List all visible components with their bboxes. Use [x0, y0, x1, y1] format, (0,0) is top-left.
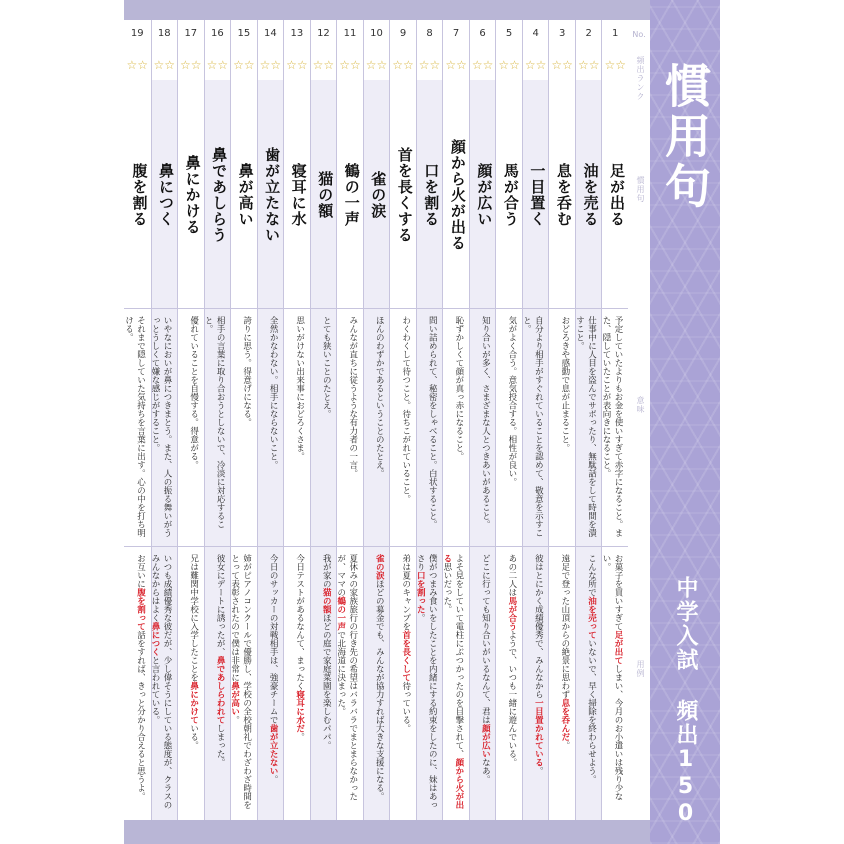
rank-stars-icon: ☆☆	[126, 58, 149, 72]
example-text	[415, 554, 439, 816]
example-post: ようで、いつも一緒に遊んでいる。	[506, 630, 517, 767]
row-number: 11	[343, 28, 357, 39]
idiom-column	[177, 20, 204, 820]
example-highlight: 馬が合う	[506, 596, 517, 631]
idiom-text: 油を売る	[581, 163, 600, 227]
rank-stars-icon: ☆☆	[312, 58, 335, 72]
meaning-text: 誇りに思う。得意げになる。	[241, 316, 252, 427]
example-text	[126, 554, 147, 816]
example-pre: 兄は難関中学校に入学したことを	[188, 554, 199, 682]
idiom-text: 腹を割る	[130, 163, 149, 227]
row-number: 9	[399, 28, 407, 39]
meaning-text: わくわくして待つこと。待ちこがれていること。	[400, 316, 411, 503]
idiom-column	[151, 20, 178, 820]
divider	[470, 308, 496, 309]
idiom-text: 口を割る	[422, 163, 441, 227]
example-post: 待っている。	[400, 681, 411, 733]
rank-stars-icon: ☆☆	[498, 58, 520, 72]
divider	[523, 308, 549, 309]
example-post: いないで、早く掃除を終わらせよう。	[586, 639, 597, 784]
example-pre: 遠足で登った山頂からの絶景に思わず	[559, 554, 570, 699]
divider	[205, 546, 231, 547]
divider	[178, 546, 204, 547]
idiom-table	[124, 20, 628, 820]
row-number: 18	[157, 28, 171, 39]
row-number: 16	[210, 28, 224, 39]
example-post: 話をすれば、きっと分かり合えると思うよ。	[135, 630, 146, 801]
example-pre: お菓子を買いすぎて	[612, 554, 623, 631]
example-pre: 我が家の	[321, 554, 332, 588]
example-text	[207, 554, 227, 816]
idiom-text: 鼻にかける	[183, 155, 202, 235]
divider	[576, 546, 602, 547]
idiom-text: 首を長くする	[395, 147, 414, 243]
bottom-bar	[124, 820, 650, 844]
rank-stars-icon: ☆☆	[286, 58, 308, 72]
idiom-text: 顔が広い	[475, 163, 494, 227]
meaning-text: 自分より相手がすぐれていることを認めて、敬意を示すこと。	[521, 316, 544, 537]
divider	[258, 546, 284, 547]
example-highlight: 鼻が高い	[229, 681, 240, 716]
idiom-text: 足が出る	[607, 163, 626, 227]
example-highlight: 鶴の一声	[335, 596, 346, 631]
meaning-text: おどろきや感動で息が止まること。	[559, 316, 570, 452]
meaning-text: みんなが直ちに従うような有力者の一言。	[347, 316, 358, 478]
example-text	[335, 554, 359, 816]
example-highlight: 足が出て	[612, 630, 623, 665]
label-example: 用例	[636, 660, 645, 678]
divider	[337, 308, 363, 309]
example-text	[313, 554, 333, 816]
meaning-text: 問い詰められて、秘密をしゃべること。白状すること。	[427, 316, 438, 529]
rank-stars-icon: ☆☆	[471, 58, 494, 72]
idiom-text: 鼻が高い	[236, 163, 255, 227]
divider	[390, 546, 416, 547]
rank-stars-icon: ☆☆	[604, 58, 626, 72]
meaning-text: 優れていることを自慢する。得意がる。	[188, 316, 199, 469]
example-text	[392, 554, 412, 816]
example-highlight: 一目置かれている	[533, 698, 544, 767]
example-highlight: 歯が立たない	[268, 724, 279, 775]
meaning-text: 知り合いが多く、さまざまな人とつきあいがあること。	[480, 316, 491, 529]
divider	[443, 308, 469, 309]
example-highlight: 油を売って	[586, 596, 597, 639]
idiom-column	[389, 20, 416, 820]
divider	[602, 308, 628, 309]
example-post: 。	[559, 741, 570, 750]
meaning-text: いやなにおいが鼻につきまとう。また、人の振る舞いがうっとうしくて嫌な感じがすること。	[150, 316, 173, 537]
idiom-column	[469, 20, 496, 820]
example-post: しまい、今月のお小遣いは残り少ない。	[600, 554, 623, 801]
idiom-column	[230, 20, 257, 820]
divider	[364, 308, 390, 309]
example-text	[260, 554, 280, 816]
idiom-column	[363, 20, 390, 820]
example-pre: 彼はとにかく成績優秀で、みんなから	[533, 554, 544, 699]
meaning-text: 気がよく合う。意気投合する。相性が良い。	[506, 316, 517, 486]
divider	[152, 546, 178, 547]
example-text	[441, 554, 465, 816]
example-highlight: 鼻につく	[150, 622, 161, 656]
rank-stars-icon: ☆☆	[418, 58, 441, 72]
example-text	[366, 554, 386, 816]
idiom-column	[283, 20, 310, 820]
idiom-text: 息を呑む	[554, 163, 573, 227]
idiom-column	[601, 20, 628, 820]
divider	[205, 308, 231, 309]
example-highlight: 寝耳に水だ	[294, 690, 305, 733]
row-number: 13	[290, 28, 304, 39]
divider	[523, 546, 549, 547]
divider	[124, 546, 151, 547]
example-pre: 今日のサッカーの対戦相手は、強豪チームで	[268, 554, 279, 724]
idiom-text: 歯が立たない	[263, 147, 282, 243]
example-highlight: 息を呑んだ	[559, 698, 570, 741]
idiom-text: 顔から火が出る	[448, 139, 467, 251]
example-text	[286, 554, 306, 816]
example-highlight: 首を長くして	[400, 630, 411, 682]
top-bar	[124, 0, 650, 20]
example-highlight: 顔から火が出る	[441, 554, 464, 809]
rank-stars-icon: ☆☆	[259, 58, 282, 72]
row-number: 12	[317, 28, 330, 39]
row-number: 5	[505, 28, 513, 39]
example-pre: こんな所で	[586, 554, 597, 597]
row-number: 3	[558, 28, 566, 39]
divider	[576, 308, 602, 309]
row-number: 17	[184, 28, 198, 39]
example-post: 。	[294, 732, 305, 741]
page-subtitle: 中学入試 頻出150	[673, 576, 698, 828]
left-margin	[0, 0, 124, 844]
example-highlight: 鼻であしらわれて	[215, 656, 226, 724]
rank-stars-icon: ☆☆	[392, 58, 414, 72]
rank-stars-icon: ☆☆	[577, 58, 600, 72]
divider	[311, 546, 337, 547]
idiom-column	[310, 20, 337, 820]
example-highlight: 猫の額	[321, 588, 332, 614]
divider	[496, 546, 522, 547]
meaning-text: ほんのわずかであるということのたとえ。	[374, 316, 385, 478]
idiom-column	[548, 20, 575, 820]
meaning-text: 相手の言葉に取り合おうとしないで、冷淡に対応すること。	[203, 316, 226, 529]
example-text	[150, 554, 174, 816]
label-idiom: 慣用句	[636, 176, 645, 203]
row-number: 2	[585, 28, 592, 39]
example-post: ほどの庭で家庭菜園を楽しむパパ。	[321, 613, 332, 750]
idiom-text: 寝耳に水	[289, 163, 308, 227]
divider	[124, 308, 151, 309]
idiom-text: 雀の涙	[369, 171, 388, 219]
divider	[496, 308, 522, 309]
meaning-text: 仕事中に人目を盗んでサボったり、無駄話をして時間を潰すこと。	[574, 316, 597, 537]
row-number: 14	[264, 28, 277, 39]
label-rank: 頻出ランク	[636, 56, 645, 101]
example-pre: どこに行っても知り合いがいるなんて、君は	[480, 554, 491, 724]
rank-stars-icon: ☆☆	[233, 58, 255, 72]
example-text	[600, 554, 624, 816]
idiom-column	[575, 20, 602, 820]
example-text	[229, 554, 253, 816]
row-number: 1	[612, 28, 619, 39]
divider	[390, 308, 416, 309]
divider	[231, 546, 257, 547]
example-highlight: 腹を割って	[135, 588, 146, 631]
example-text	[578, 554, 598, 816]
example-pre: あの二人は	[506, 554, 517, 597]
example-text	[498, 554, 518, 816]
idiom-column	[257, 20, 284, 820]
row-number: 19	[130, 28, 144, 39]
rank-stars-icon: ☆☆	[445, 58, 467, 72]
example-text	[551, 554, 571, 816]
rank-stars-icon: ☆☆	[339, 58, 361, 72]
example-highlight: 顔が広い	[480, 724, 491, 758]
idiom-text: 鶴の一声	[342, 163, 361, 227]
example-text	[472, 554, 492, 816]
idiom-column	[336, 20, 363, 820]
example-text	[525, 554, 545, 816]
example-post: なあ。	[480, 758, 491, 784]
page-title: 慣用句	[658, 62, 712, 212]
idiom-column	[442, 20, 469, 820]
divider	[470, 546, 496, 547]
divider	[602, 546, 628, 547]
rank-stars-icon: ☆☆	[206, 58, 229, 72]
example-post: 。	[533, 766, 544, 775]
idiom-text: 鼻であしらう	[210, 147, 229, 243]
idiom-column	[495, 20, 522, 820]
example-pre: よそ見をしていて電柱にぶつかったのを目撃されて、	[453, 554, 464, 758]
example-post: 。	[415, 613, 426, 622]
divider	[549, 546, 575, 547]
idiom-column	[124, 20, 151, 820]
example-pre: 弟は夏のキャンプを	[400, 554, 411, 631]
idiom-text: 鼻につく	[157, 163, 176, 227]
divider	[337, 546, 363, 547]
rank-stars-icon: ☆☆	[180, 58, 202, 72]
idiom-column	[522, 20, 549, 820]
example-highlight: 口を割った	[415, 571, 426, 614]
example-pre: 彼女にデートに誘ったが、	[215, 554, 226, 656]
row-number: 7	[452, 28, 460, 39]
divider	[284, 546, 310, 547]
divider	[152, 308, 178, 309]
row-number: 10	[370, 28, 383, 39]
row-number: 15	[237, 28, 251, 39]
example-pre: 夏休みの家族旅行の行き先の希望はバラバラでまとまらなかったが、ママの	[335, 554, 358, 801]
idiom-text: 馬が合う	[501, 163, 520, 227]
example-post: 。	[268, 775, 279, 784]
divider	[311, 308, 337, 309]
example-post: いる。	[188, 724, 199, 750]
divider	[231, 308, 257, 309]
label-no: No.	[632, 30, 646, 39]
example-highlight: 雀の涙	[374, 554, 385, 580]
example-post: と言われている。	[150, 656, 161, 724]
divider	[284, 308, 310, 309]
meaning-text: 恥ずかしくて顔が真っ赤になること。	[453, 316, 464, 461]
rank-stars-icon: ☆☆	[524, 58, 547, 72]
example-pre: 今日テストがあるなんて、まったく	[294, 554, 305, 690]
meaning-text: とても狭いことのたとえ。	[321, 316, 332, 418]
meaning-text: それまで隠していた気持ちを言葉に出す。心の中を打ち明ける。	[123, 316, 146, 537]
meaning-text: 全然かなわない。相手にならないこと。	[268, 316, 279, 469]
idiom-column	[416, 20, 443, 820]
divider	[549, 308, 575, 309]
divider	[443, 546, 469, 547]
example-pre: 姉がピアノコンクールで優勝し、学校の全校朝礼でわざわざ時間をとって表彰されたので僕は非常に	[229, 554, 252, 809]
example-pre: お互いに	[135, 554, 146, 588]
divider	[258, 308, 284, 309]
row-number: 6	[479, 28, 486, 39]
idiom-text: 猫の額	[316, 171, 335, 219]
divider	[364, 546, 390, 547]
label-meaning: 意味	[636, 396, 645, 414]
example-post: 。	[229, 715, 240, 724]
example-post: で北海道に決まった。	[335, 630, 346, 716]
idiom-column	[204, 20, 231, 820]
divider	[417, 308, 443, 309]
rank-stars-icon: ☆☆	[153, 58, 176, 72]
example-post: しまった。	[215, 724, 226, 767]
example-text	[180, 554, 200, 816]
title-panel	[650, 0, 720, 844]
example-post: 思いだった。	[441, 562, 452, 614]
example-post: ほどの募金でも、みんなが協力すれば大きな支援になる。	[374, 579, 385, 801]
idiom-text: 一目置く	[528, 163, 547, 227]
rank-stars-icon: ☆☆	[551, 58, 573, 72]
example-pre: 僕がつまみ食いをしたことを内緒にする約束をしたのに、妹はあっさり	[415, 554, 438, 809]
example-pre: いつも成績優秀な彼だが、少し偉そうにしている態度が、クラスのみんなからはよく	[150, 554, 173, 809]
meaning-text: 思いがけない出来事におどろくさま。	[294, 316, 305, 461]
header-labels	[628, 20, 650, 820]
example-highlight: 鼻にかけて	[188, 681, 199, 724]
row-number: 8	[426, 28, 433, 39]
meaning-text: 予定していたよりもお金を使いすぎて赤字になること。また、隠していたことが表向きになること。	[600, 316, 623, 537]
row-number: 4	[532, 28, 539, 39]
rank-stars-icon: ☆☆	[365, 58, 388, 72]
divider	[178, 308, 204, 309]
divider	[417, 546, 443, 547]
